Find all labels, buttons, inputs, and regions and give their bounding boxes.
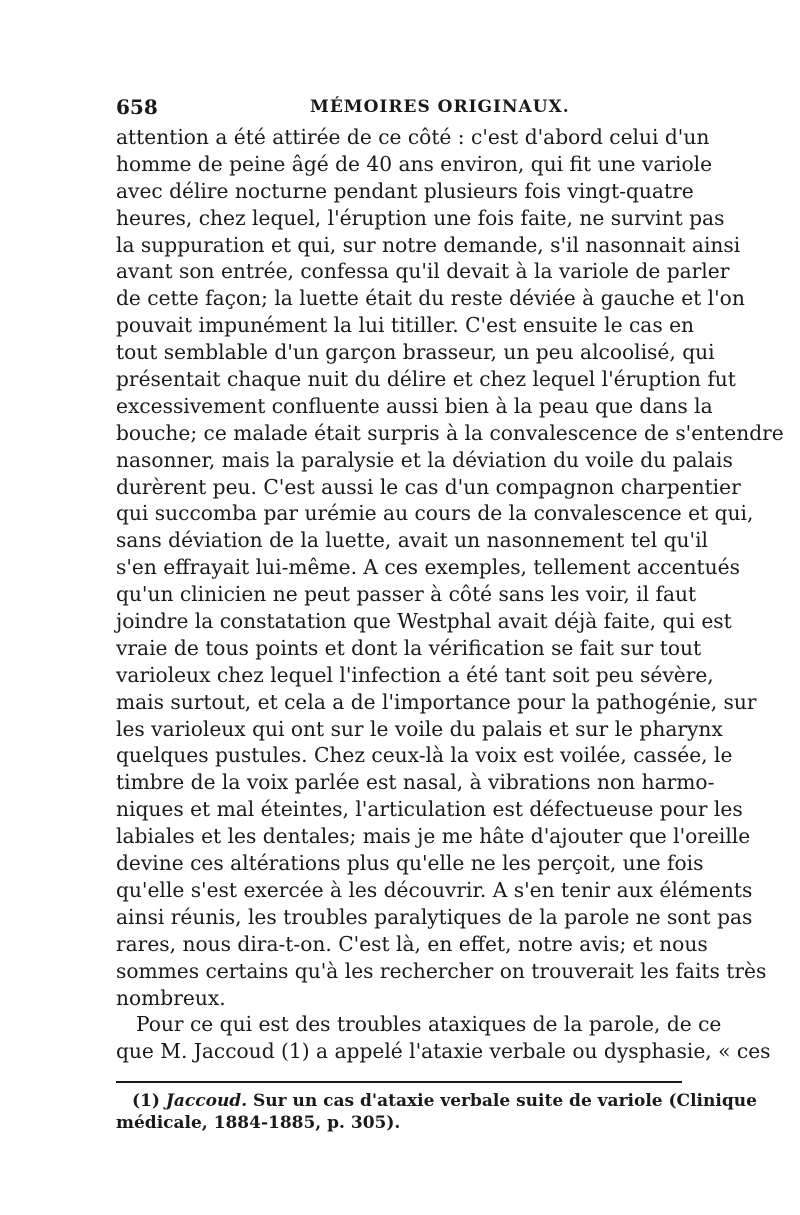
text-line: quelques pustules. Chez ceux-là la voix est voilée, cassée, le	[116, 743, 733, 768]
text-line: nasonner, mais la paralysie et la déviation du voile du palais	[116, 447, 733, 472]
footnote-line: médicale, 1884-1885, p. 305).	[116, 1113, 401, 1133]
text-line: excessivement confluente aussi bien à la peau que dans la	[116, 393, 713, 418]
text-line: heures, chez lequel, l'éruption une fois faite, ne survint pas	[116, 205, 725, 230]
text-line: vraie de tous points et dont la vérification se fait sur tout	[116, 635, 702, 660]
text-line: de cette façon; la luette était du reste déviée à gauche et l'on	[116, 286, 745, 311]
text-line: mais surtout, et cela a de l'importance pour la pathogénie, sur	[116, 689, 757, 714]
text-line: avec délire nocturne pendant plusieurs fois vingt-quatre	[116, 178, 694, 203]
text-line: homme de peine âgé de 40 ans environ, qui fit une variole	[116, 151, 713, 176]
text-line: la suppuration et qui, sur notre demande, s'il nasonnait ainsi	[116, 232, 741, 257]
text-line: que M. Jaccoud (1) a appelé l'ataxie verbale ou dysphasie, « ces	[116, 1039, 771, 1064]
text-line: bouche; ce malade était surpris à la convalescence de s'entendre	[116, 420, 784, 445]
text-line: nombreux.	[116, 985, 226, 1010]
text-line: s'en effrayait lui-même. A ces exemples, tellement accentués	[116, 555, 740, 580]
body-text	[116, 124, 784, 1065]
text-line: rares, nous dira-t-on. C'est là, en effet, notre avis; et nous	[116, 931, 708, 956]
footnote-author: Jaccoud.	[165, 1091, 248, 1111]
text-line: niques et mal éteintes, l'articulation est défectueuse pour les	[116, 797, 743, 822]
text-line: qui succomba par urémie au cours de la convalescence et qui,	[116, 501, 754, 526]
page-header	[116, 95, 686, 121]
text-line: varioleux chez lequel l'infection a été tant soit peu sévère,	[116, 662, 714, 687]
text-line: sans déviation de la luette, avait un nasonnement tel qu'il	[116, 528, 709, 553]
text-line: ainsi réunis, les troubles paralytiques de la parole ne sont pas	[116, 904, 753, 929]
footnote-text: Sur un cas d'ataxie verbale suite de variole (Clinique	[253, 1091, 757, 1111]
text-line: timbre de la voix parlée est nasal, à vibrations non harmo-	[116, 770, 715, 795]
text-line: labiales et les dentales; mais je me hâte d'ajouter que l'oreille	[116, 824, 751, 849]
footnote-marker: (1)	[132, 1091, 160, 1111]
page-number: 658	[116, 95, 158, 119]
text-line: durèrent peu. C'est aussi le cas d'un compagnon charpentier	[116, 474, 741, 499]
running-head: MÉMOIRES ORIGINAUX.	[310, 97, 570, 117]
footnotes	[116, 1090, 757, 1134]
text-line: Pour ce qui est des troubles ataxiques de la parole, de ce	[136, 1012, 722, 1037]
footnote-rule	[116, 1081, 682, 1083]
text-line: qu'un clinicien ne peut passer à côté sans les voir, il faut	[116, 582, 697, 607]
text-line: pouvait impunément la lui titiller. C'est ensuite le cas en	[116, 313, 695, 338]
footnote-line	[116, 1090, 757, 1112]
text-line: qu'elle s'est exercée à les découvrir. A s'en tenir aux éléments	[116, 877, 753, 902]
text-line: attention a été attirée de ce côté : c'est d'abord celui d'un	[116, 125, 710, 149]
text-line: devine ces altérations plus qu'elle ne les perçoit, une fois	[116, 851, 704, 876]
text-line: présentait chaque nuit du délire et chez lequel l'éruption fut	[116, 367, 736, 392]
text-line: sommes certains qu'à les rechercher on trouverait les faits très	[116, 958, 767, 983]
text-line: avant son entrée, confessa qu'il devait à la variole de parler	[116, 259, 730, 284]
text-line: les varioleux qui ont sur le voile du palais et sur le pharynx	[116, 716, 723, 741]
text-line: joindre la constatation que Westphal avait déjà faite, qui est	[116, 609, 732, 634]
text-line: tout semblable d'un garçon brasseur, un peu alcoolisé, qui	[116, 340, 715, 365]
